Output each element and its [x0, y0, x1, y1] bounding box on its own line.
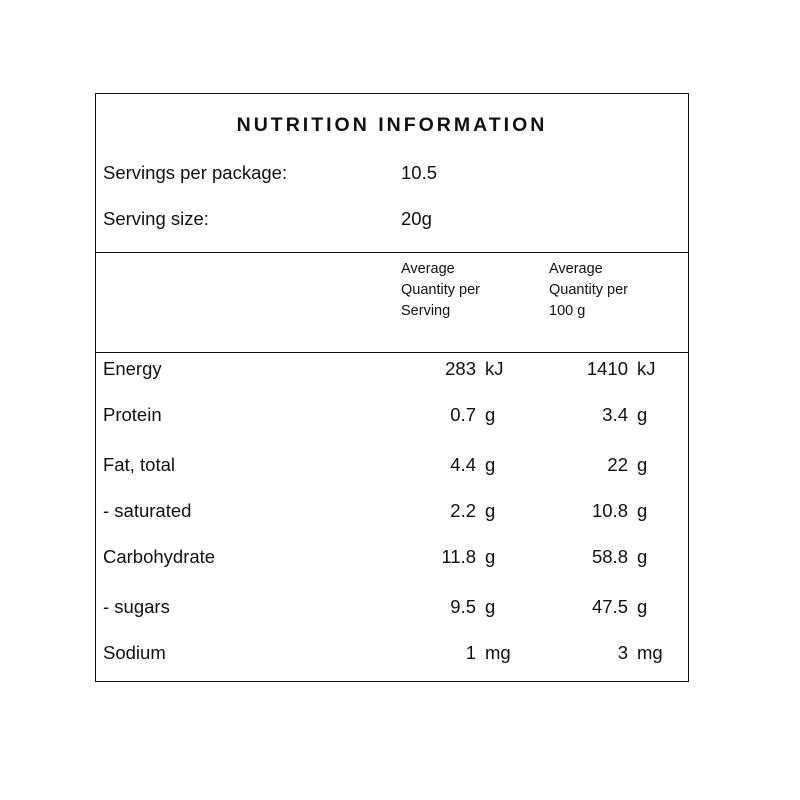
per-serving-unit: g	[485, 404, 496, 425]
nutrition-panel	[95, 93, 689, 682]
servings-per-package-label: Servings per package:	[103, 162, 288, 183]
per-100g-unit: g	[637, 454, 648, 475]
per-serving-value: 2.2	[450, 500, 476, 521]
column-header-line: Serving	[401, 303, 451, 319]
column-header-line: 100 g	[549, 303, 586, 319]
nutrient-name: Sodium	[103, 642, 166, 663]
column-header-per-serving	[401, 259, 480, 322]
nutrient-name: Protein	[103, 404, 162, 425]
per-serving-value: 9.5	[450, 596, 476, 617]
nutrient-name: - sugars	[103, 596, 170, 617]
per-100g-value: 3.4	[602, 404, 628, 425]
column-header-per-100g	[549, 259, 628, 322]
nutrient-name: Carbohydrate	[103, 546, 216, 567]
column-header-line: Average	[549, 261, 603, 277]
per-100g-value: 3	[617, 642, 628, 663]
per-serving-value: 4.4	[450, 454, 476, 475]
per-serving-value: 0.7	[450, 404, 476, 425]
per-serving-value: 11.8	[441, 546, 476, 567]
per-100g-value: 10.8	[591, 500, 628, 521]
nutrient-name: Energy	[103, 358, 162, 379]
per-serving-unit: g	[485, 454, 496, 475]
per-100g-value: 22	[607, 454, 628, 475]
column-header-line: Quantity per	[401, 282, 480, 298]
serving-size-value: 20g	[401, 208, 432, 229]
per-100g-unit: kJ	[637, 358, 656, 379]
per-100g-unit: mg	[637, 642, 663, 663]
serving-size-label: Serving size:	[103, 208, 209, 229]
per-100g-unit: g	[637, 546, 648, 567]
divider-header	[96, 352, 688, 353]
column-header-line: Quantity per	[549, 282, 628, 298]
nutrient-name: Fat, total	[103, 454, 175, 475]
per-serving-value: 1	[465, 642, 476, 663]
per-serving-value: 283	[445, 358, 476, 379]
per-serving-unit: mg	[485, 642, 511, 663]
per-serving-unit: g	[485, 546, 496, 567]
column-header-line: Average	[401, 261, 455, 277]
per-serving-unit: g	[485, 500, 496, 521]
per-100g-unit: g	[637, 404, 648, 425]
nutrient-name: - saturated	[103, 500, 192, 521]
per-100g-unit: g	[637, 596, 648, 617]
per-serving-unit: g	[485, 596, 496, 617]
per-100g-value: 47.5	[591, 596, 628, 617]
servings-per-package-value: 10.5	[401, 162, 438, 183]
panel-title: NUTRITION INFORMATION	[236, 114, 548, 136]
per-100g-value: 58.8	[591, 546, 628, 567]
per-100g-unit: g	[637, 500, 648, 521]
per-serving-unit: kJ	[485, 358, 504, 379]
per-100g-value: 1410	[586, 358, 628, 379]
divider-top	[96, 252, 688, 253]
